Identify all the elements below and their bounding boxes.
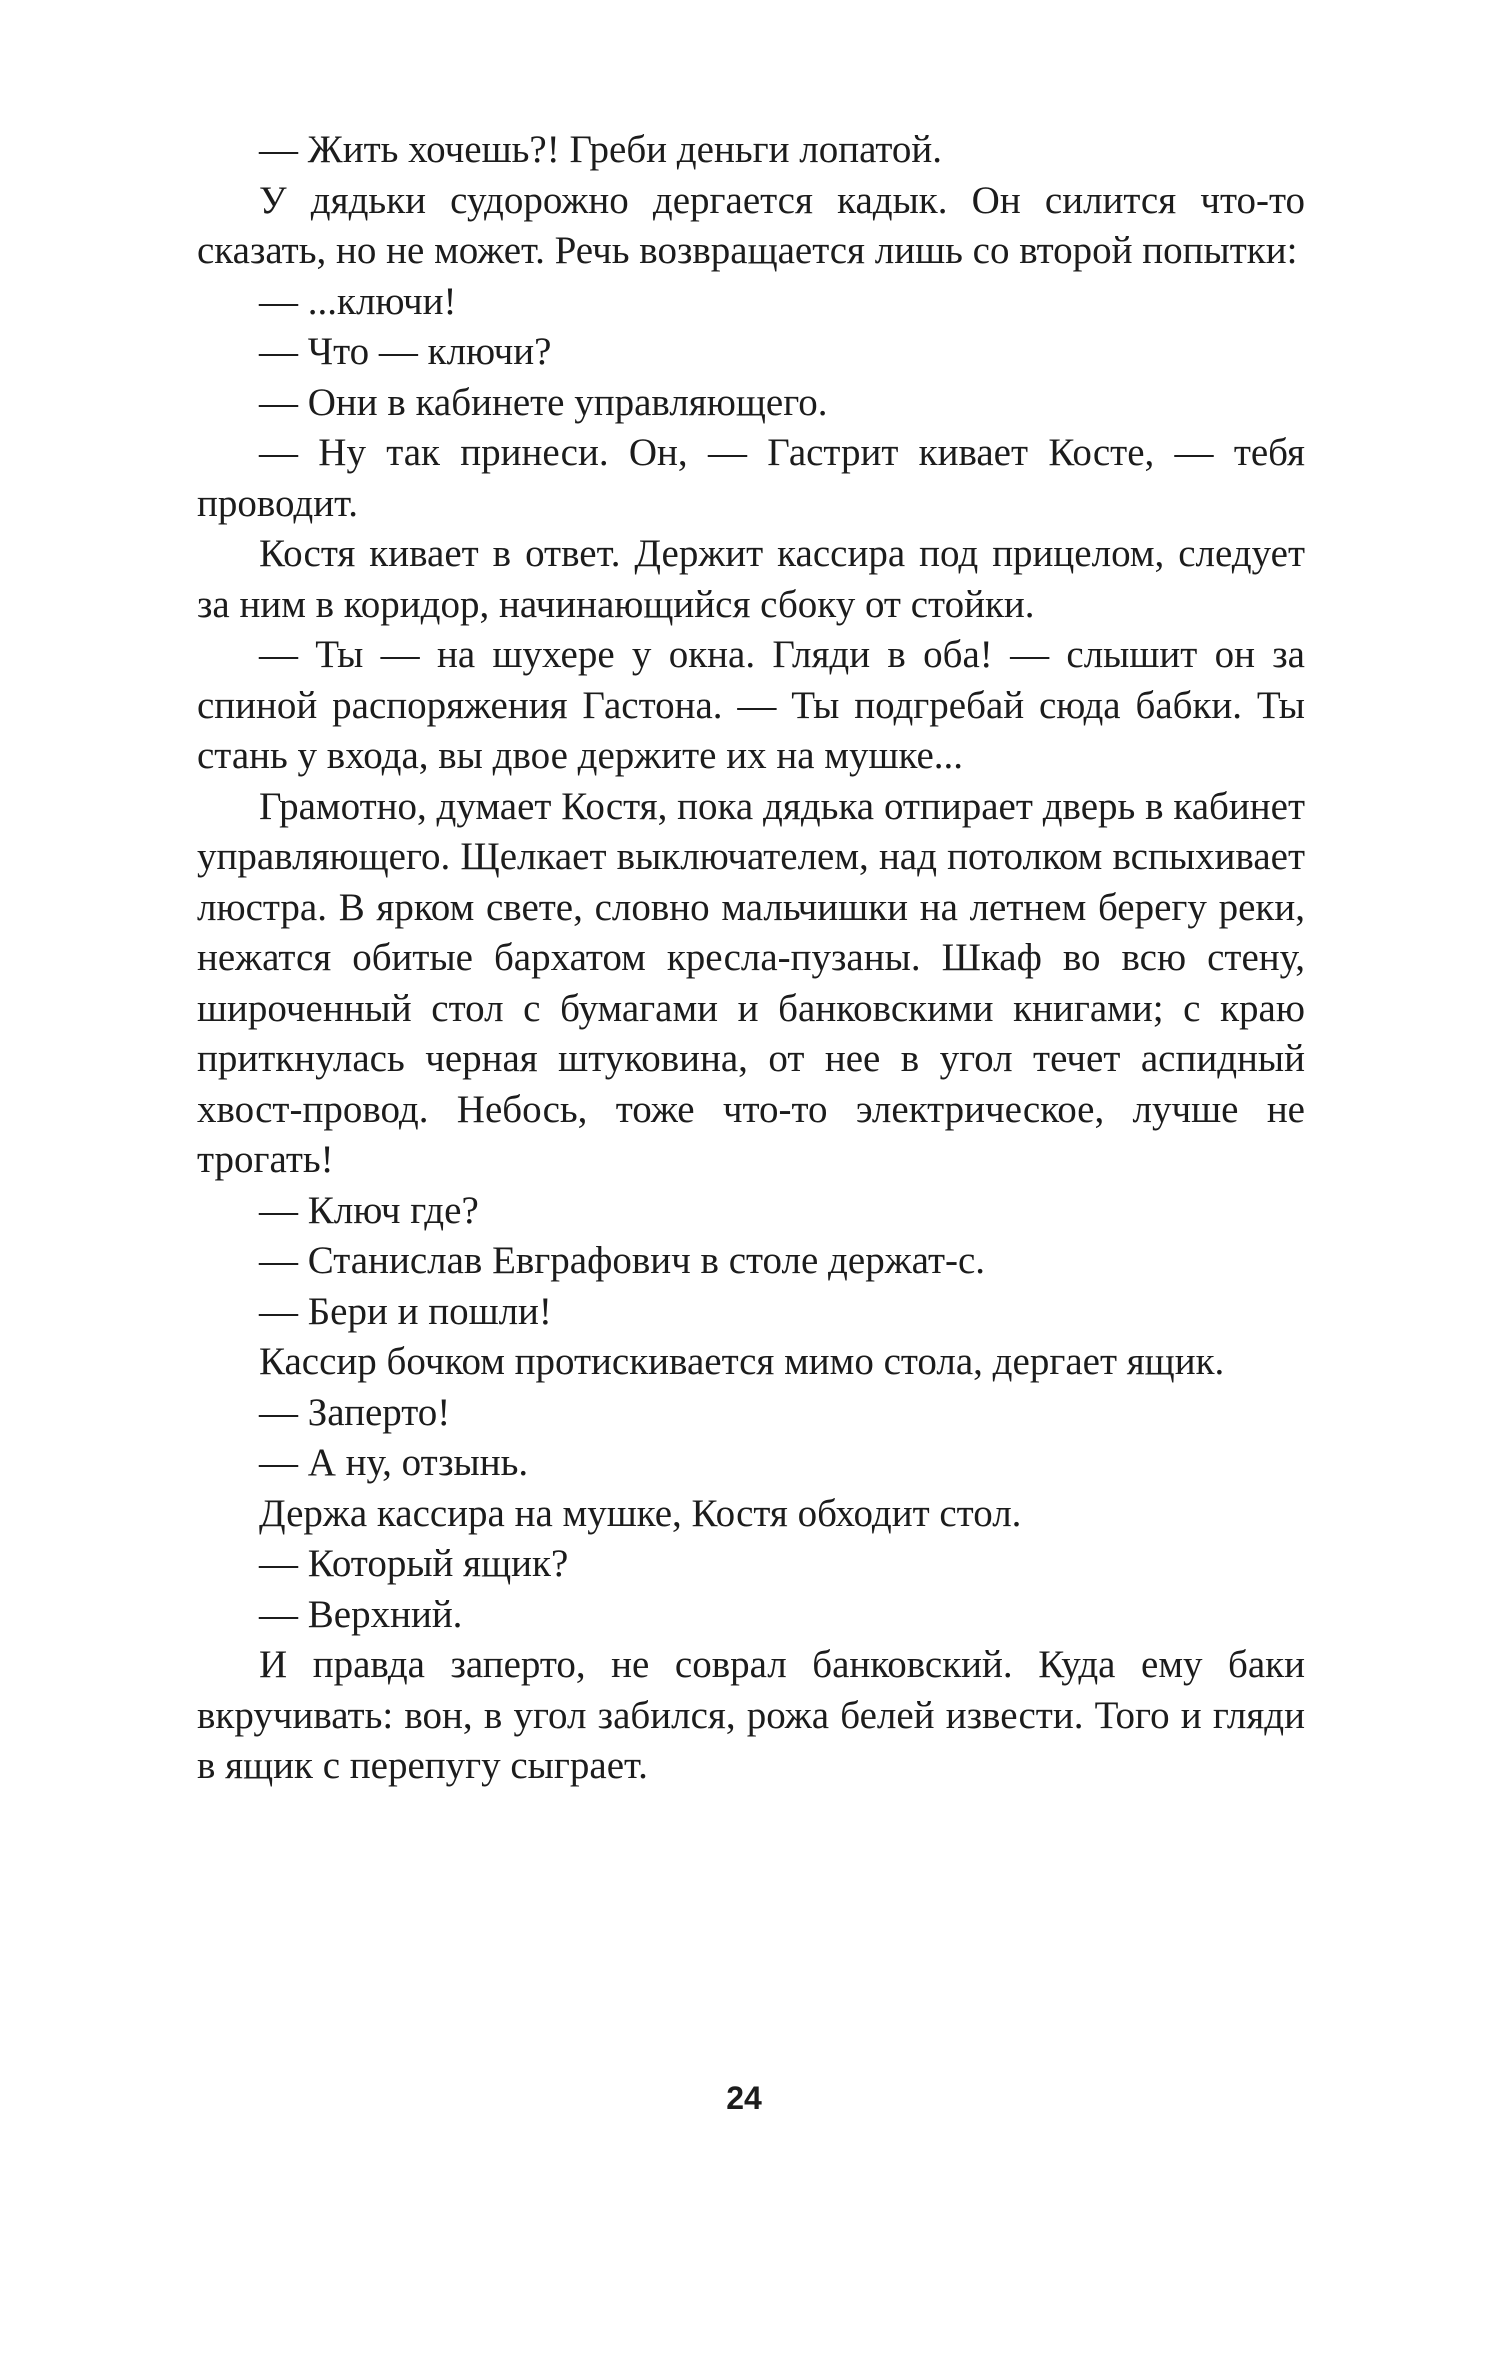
paragraph: — Заперто! [259,1390,451,1434]
paragraph: — Ну так принеси. Он, — Гастрит кивает Косте, — тебя проводит. [197,431,1305,525]
paragraph: — Верхний. [259,1592,463,1636]
paragraph: — Станислав Евграфович в столе держат-с. [259,1239,986,1282]
paragraph: — Ты — на шухере у окна. Гляди в оба! — слышит он за спиной распоряжения Гастона. — Ты подгребай сюда бабки. Ты стань у входа, вы двое держите их на мушке... [197,633,1305,777]
paragraph: — Что — ключи? [259,330,552,373]
paragraph: У дядьки судорожно дергается кадык. Он силится что-то сказать, но не может. Речь возвращается лишь со второй попытки: [197,178,1305,272]
paragraph: — Который ящик? [259,1542,569,1585]
paragraph: — Бери и пошли! [259,1289,552,1333]
paragraph: — Они в кабинете управляющего. [259,380,828,424]
paragraph: — Ключ где? [259,1188,479,1232]
page-number: 24 [726,2080,762,2116]
paragraph: Кассир бочком протискивается мимо стола, дергает ящик. [259,1340,1225,1383]
paragraph: — Жить хочешь?! Греби деньги лопатой. [259,128,943,171]
paragraph: Грамотно, думает Костя, пока дядька отпирает дверь в кабинет управляющего. Щелкает выключателем, над потолком вспыхивает люстра. В ярком свете, словно мальчишки на летнем берегу реки, нежатся обитые бархатом кресла-пузаны. Шкаф во всю стену, широченный стол с бумагами и банковскими книгами; с краю приткнулась черная штуковина, от нее в угол течет аспидный хвост-провод. Небось, тоже что-то электрическое, лучше не трогать! [197,784,1305,1181]
paragraph: Держа кассира на мушке, Костя обходит стол. [259,1491,1022,1535]
paragraph: — ...ключи! [259,279,457,323]
body-text [197,125,1305,1792]
paragraph: И правда заперто, не соврал банковский. Куда ему баки вкручивать: вон, в угол забился, рожа белей извести. Того и гляди в ящик с перепугу сыграет. [197,1643,1305,1787]
paragraph: Костя кивает в ответ. Держит кассира под прицелом, следует за ним в коридор, начинающийся сбоку от стойки. [197,532,1305,626]
paragraph: — А ну, отзынь. [259,1441,529,1484]
